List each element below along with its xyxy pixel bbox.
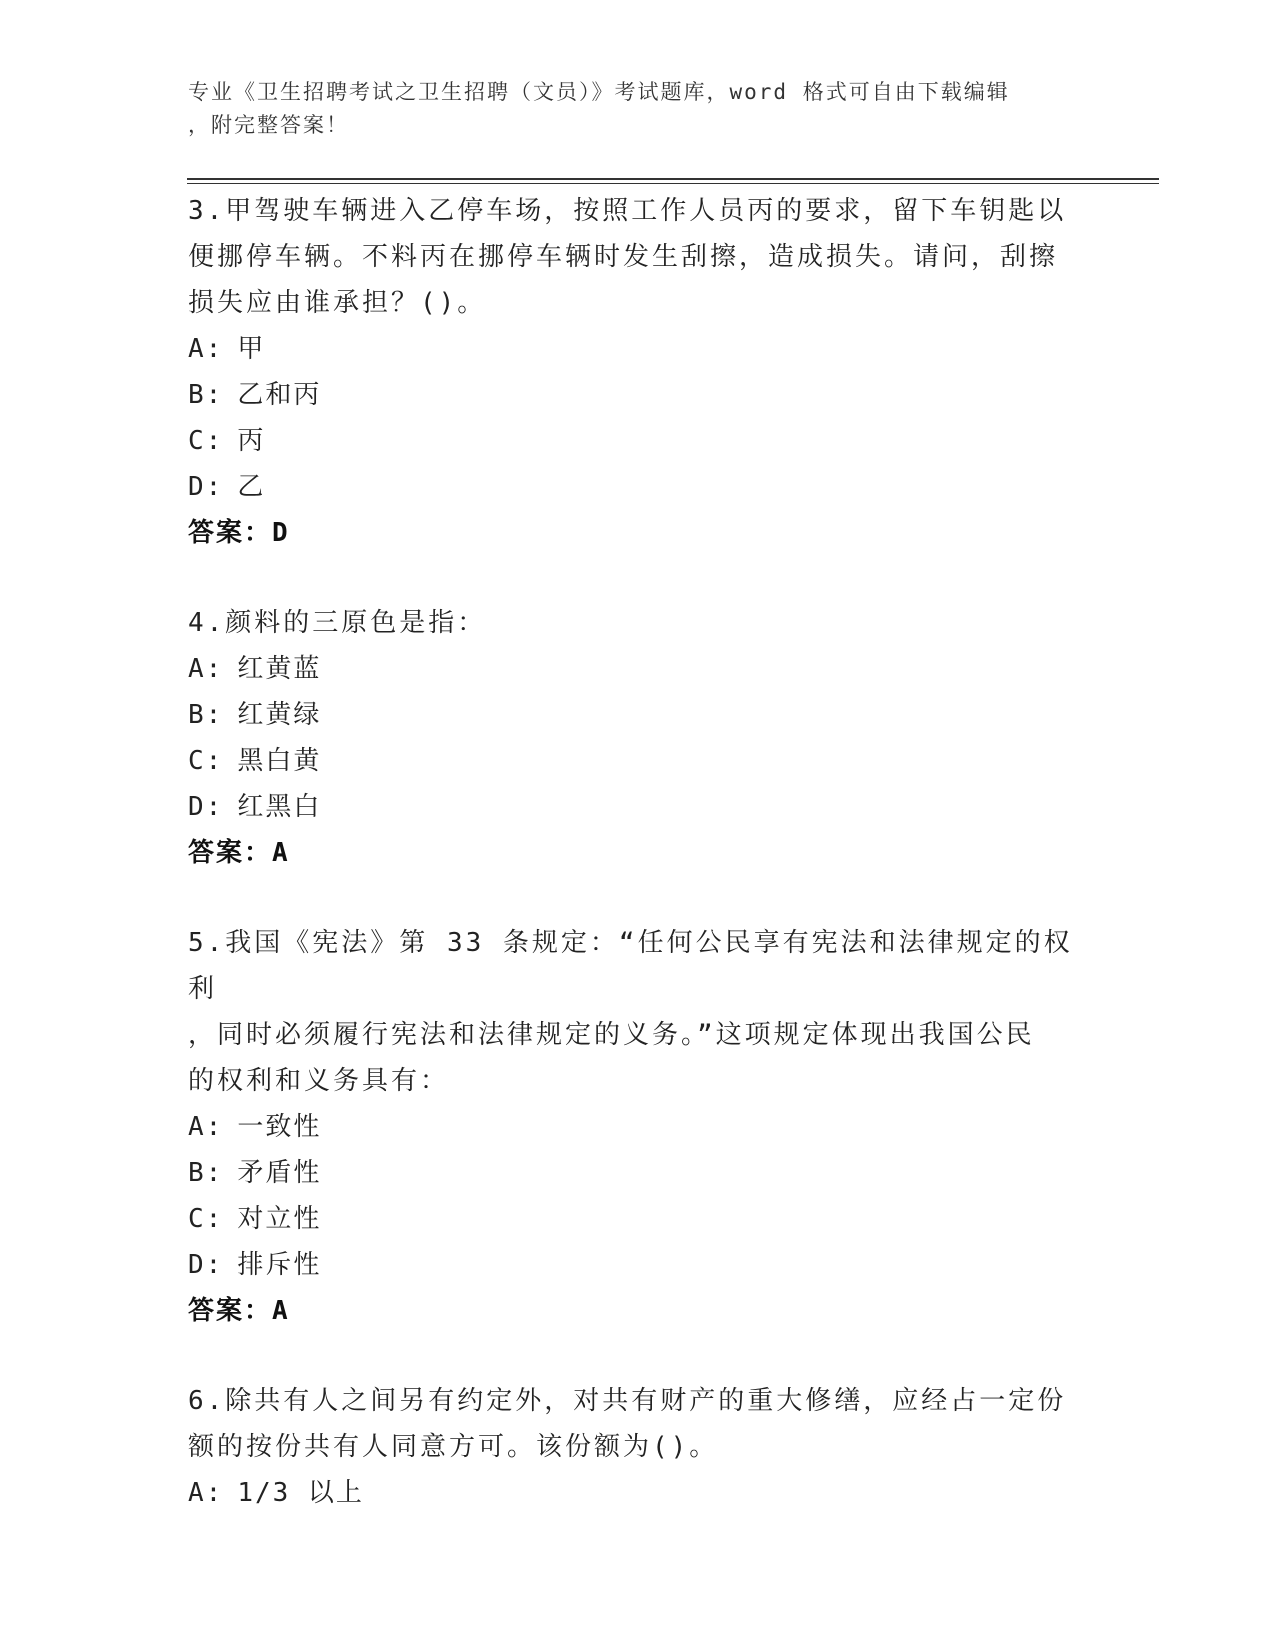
question-stem-line: 3.甲驾驶车辆进入乙停车场，按照工作人员丙的要求，留下车钥匙以 <box>188 196 1067 226</box>
option-text: 丙 <box>237 426 266 456</box>
option-key: B: <box>188 1158 224 1188</box>
option-c <box>188 1196 1088 1242</box>
option-key: C: <box>188 746 224 776</box>
option-text: 甲 <box>237 334 266 364</box>
answer-value: A <box>272 1296 290 1326</box>
option-key: D: <box>188 1250 224 1280</box>
option-key: C: <box>188 426 224 456</box>
question-stem-line: 4.颜料的三原色是指： <box>188 608 487 638</box>
option-text: 乙 <box>237 472 266 502</box>
option-text: 红黑白 <box>237 792 322 822</box>
question-stem-line: 损失应由谁承担？()。 <box>188 288 487 318</box>
option-key: C: <box>188 1204 224 1234</box>
option-b <box>188 372 1088 418</box>
question-3 <box>188 188 1088 556</box>
option-key: B: <box>188 700 224 730</box>
option-key: D: <box>188 792 224 822</box>
answer-line <box>188 1288 1088 1334</box>
option-b <box>188 1150 1088 1196</box>
answer-label: 答案： <box>188 838 273 868</box>
option-text: 对立性 <box>237 1204 322 1234</box>
option-text: 黑白黄 <box>237 746 322 776</box>
option-text: 排斥性 <box>237 1250 322 1280</box>
question-6 <box>188 1378 1088 1516</box>
answer-line <box>188 510 1088 556</box>
answer-value: D <box>272 518 290 548</box>
question-stem-line: 6.除共有人之间另有约定外，对共有财产的重大修缮，应经占一定份 <box>188 1386 1067 1416</box>
header-line-2: ，附完整答案！ <box>188 113 349 137</box>
header-divider-thin <box>187 183 1159 184</box>
option-a <box>188 646 1088 692</box>
option-c <box>188 738 1088 784</box>
question-stem-line: 便挪停车辆。不料丙在挪停车辆时发生刮擦，造成损失。请问，刮擦 <box>188 242 1059 272</box>
option-a <box>188 1104 1088 1150</box>
question-stem-line: ，同时必须履行宪法和法律规定的义务。”这项规定体现出我国公民 <box>188 1020 1035 1050</box>
header-divider-thick <box>187 178 1159 180</box>
option-d <box>188 784 1088 830</box>
question-5 <box>188 920 1088 1334</box>
answer-line <box>188 830 1088 876</box>
option-text: 矛盾性 <box>237 1158 322 1188</box>
question-stem-line: 5.我国《宪法》第 33 条规定：“任何公民享有宪法和法律规定的权利 <box>188 928 1073 1004</box>
question-list <box>188 188 1088 1560</box>
option-key: A: <box>188 1478 224 1508</box>
option-key: B: <box>188 380 224 410</box>
question-4 <box>188 600 1088 876</box>
option-d <box>188 1242 1088 1288</box>
option-a <box>188 326 1088 372</box>
header-line-1: 专业《卫生招聘考试之卫生招聘（文员）》考试题库，word 格式可自由下载编辑 <box>188 80 1010 104</box>
answer-value: A <box>272 838 290 868</box>
answer-label: 答案： <box>188 1296 273 1326</box>
option-text: 一致性 <box>237 1112 322 1142</box>
answer-label: 答案： <box>188 518 273 548</box>
option-text: 乙和丙 <box>237 380 322 410</box>
option-a <box>188 1470 1088 1516</box>
question-stem-line: 的权利和义务具有： <box>188 1066 450 1096</box>
option-text: 红黄蓝 <box>237 654 322 684</box>
option-text: 红黄绿 <box>237 700 322 730</box>
option-b <box>188 692 1088 738</box>
option-key: A: <box>188 334 224 364</box>
question-stem-line: 额的按份共有人同意方可。该份额为()。 <box>188 1432 719 1462</box>
option-d <box>188 464 1088 510</box>
option-key: A: <box>188 654 224 684</box>
document-header <box>188 76 1068 142</box>
option-key: D: <box>188 472 224 502</box>
option-text: 1/3 以上 <box>237 1478 364 1508</box>
option-c <box>188 418 1088 464</box>
option-key: A: <box>188 1112 224 1142</box>
